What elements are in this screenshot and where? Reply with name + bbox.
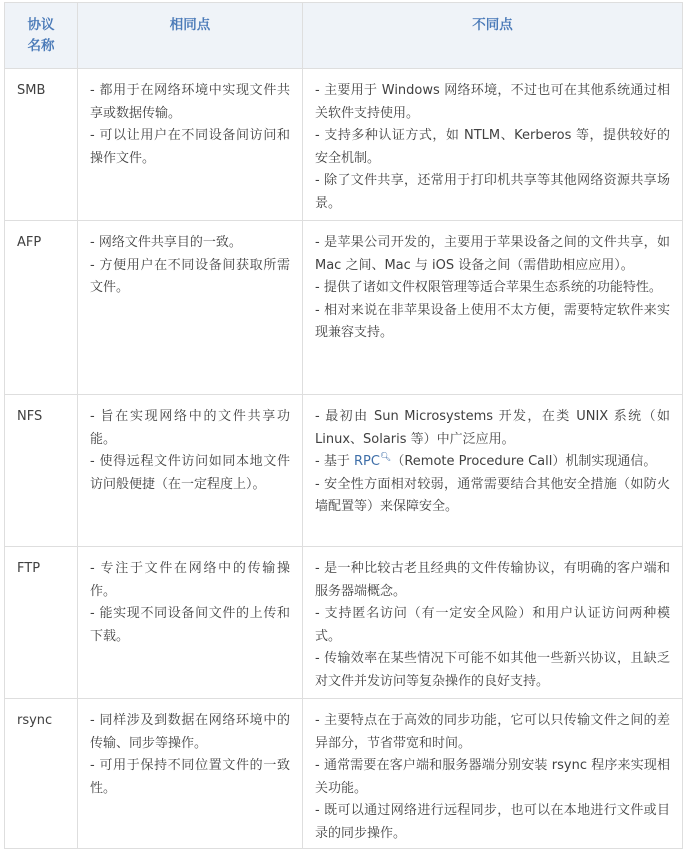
list-item: - 主要特点在于高效的同步功能，它可以只传输文件之间的差异部分，节省带宽和时间。 bbox=[315, 713, 670, 751]
similarities-cell bbox=[78, 395, 303, 547]
differences-cell bbox=[303, 699, 683, 849]
header-differences: 不同点 bbox=[303, 3, 683, 69]
list-item: - 支持匿名访问（有一定安全风险）和用户认证访问两种模式。 bbox=[315, 606, 670, 644]
header-protocol-name-line1: 协议 bbox=[27, 17, 55, 33]
differences-cell bbox=[303, 395, 683, 547]
similarities-cell bbox=[78, 69, 303, 221]
list-item: - 支持多种认证方式，如 NTLM、Kerberos 等，提供较好的安全机制。 bbox=[315, 128, 670, 166]
rpc-link[interactable]: RPC bbox=[353, 454, 380, 469]
table-row-nfs bbox=[5, 395, 683, 547]
search-icon[interactable]: 🔍︎ bbox=[379, 452, 392, 463]
list-item: - 既可以通过网络进行远程同步，也可以在本地进行文件或目录的同步操作。 bbox=[315, 803, 670, 841]
table-row-rsync bbox=[5, 699, 683, 849]
list-item: - 旨在实现网络中的文件共享功能。 bbox=[90, 409, 290, 447]
list-item: - 可以让用户在不同设备间访问和操作文件。 bbox=[90, 128, 290, 166]
list-item: - 传输效率在某些情况下可能不如其他一些新兴协议，且缺乏对文件并发访问等复杂操作的良好支持。 bbox=[315, 651, 670, 689]
protocol-name-cell: SMB bbox=[5, 69, 78, 221]
list-item: - 通常需要在客户端和服务器端分别安装 rsync 程序来实现相关功能。 bbox=[315, 758, 670, 796]
list-item: - 安全性方面相对较弱，通常需要结合其他安全措施（如防火墙配置等）来保障安全。 bbox=[315, 476, 670, 514]
list-item: - 都用于在网络环境中实现文件共享或数据传输。 bbox=[90, 83, 290, 121]
similarities-cell bbox=[78, 699, 303, 849]
list-item: - 相对来说在非苹果设备上使用不太方便，需要特定软件来实现兼容支持。 bbox=[315, 302, 670, 340]
rpc-prefix: - 基于 bbox=[315, 454, 354, 469]
list-item: - 使得远程文件访问如同本地文件访问般便捷（在一定程度上）。 bbox=[90, 454, 290, 492]
header-protocol-name bbox=[5, 3, 78, 69]
table-row-smb bbox=[5, 69, 683, 221]
list-item: - 能实现不同设备间文件的上传和下载。 bbox=[90, 606, 290, 644]
similarities-cell bbox=[78, 221, 303, 395]
header-similarities: 相同点 bbox=[78, 3, 303, 69]
list-item: - 最初由 Sun Microsystems 开发，在类 UNIX 系统（如 Linux、Solaris 等）中广泛应用。 bbox=[315, 409, 670, 447]
differences-cell bbox=[303, 547, 683, 699]
list-item: - 同样涉及到数据在网络环境中的传输、同步等操作。 bbox=[90, 713, 290, 751]
list-item: - 是一种比较古老且经典的文件传输协议，有明确的客户端和服务器端概念。 bbox=[315, 561, 670, 599]
list-item: - 除了文件共享，还常用于打印机共享等其他网络资源共享场景。 bbox=[315, 173, 670, 211]
protocol-name-cell: AFP bbox=[5, 221, 78, 395]
list-item: - 是苹果公司开发的，主要用于苹果设备之间的文件共享，如 Mac 之间、Mac 与 iOS 设备之间（需借助相应应用）。 bbox=[315, 235, 670, 273]
table-row-afp bbox=[5, 221, 683, 395]
protocol-comparison-table bbox=[4, 2, 683, 849]
list-item-rpc bbox=[315, 451, 670, 474]
list-item: - 网络文件共享目的一致。 bbox=[90, 235, 242, 250]
differences-cell bbox=[303, 221, 683, 395]
list-item: - 方便用户在不同设备间获取所需文件。 bbox=[90, 257, 290, 295]
list-item: - 提供了诸如文件权限管理等适合苹果生态系统的功能特性。 bbox=[315, 280, 662, 295]
differences-cell bbox=[303, 69, 683, 221]
similarities-cell bbox=[78, 547, 303, 699]
header-row bbox=[5, 3, 683, 69]
protocol-name-cell: rsync bbox=[5, 699, 78, 849]
protocol-name-cell: NFS bbox=[5, 395, 78, 547]
table-row-ftp bbox=[5, 547, 683, 699]
list-item: - 专注于文件在网络中的传输操作。 bbox=[90, 561, 290, 599]
list-item: - 可用于保持不同位置文件的一致性。 bbox=[90, 758, 290, 796]
header-protocol-name-line2: 名称 bbox=[27, 38, 55, 54]
rpc-suffix: （Remote Procedure Call）机制实现通信。 bbox=[391, 454, 657, 469]
list-item: - 主要用于 Windows 网络环境，不过也可在其他系统通过相关软件支持使用。 bbox=[315, 83, 670, 121]
protocol-name-cell: FTP bbox=[5, 547, 78, 699]
